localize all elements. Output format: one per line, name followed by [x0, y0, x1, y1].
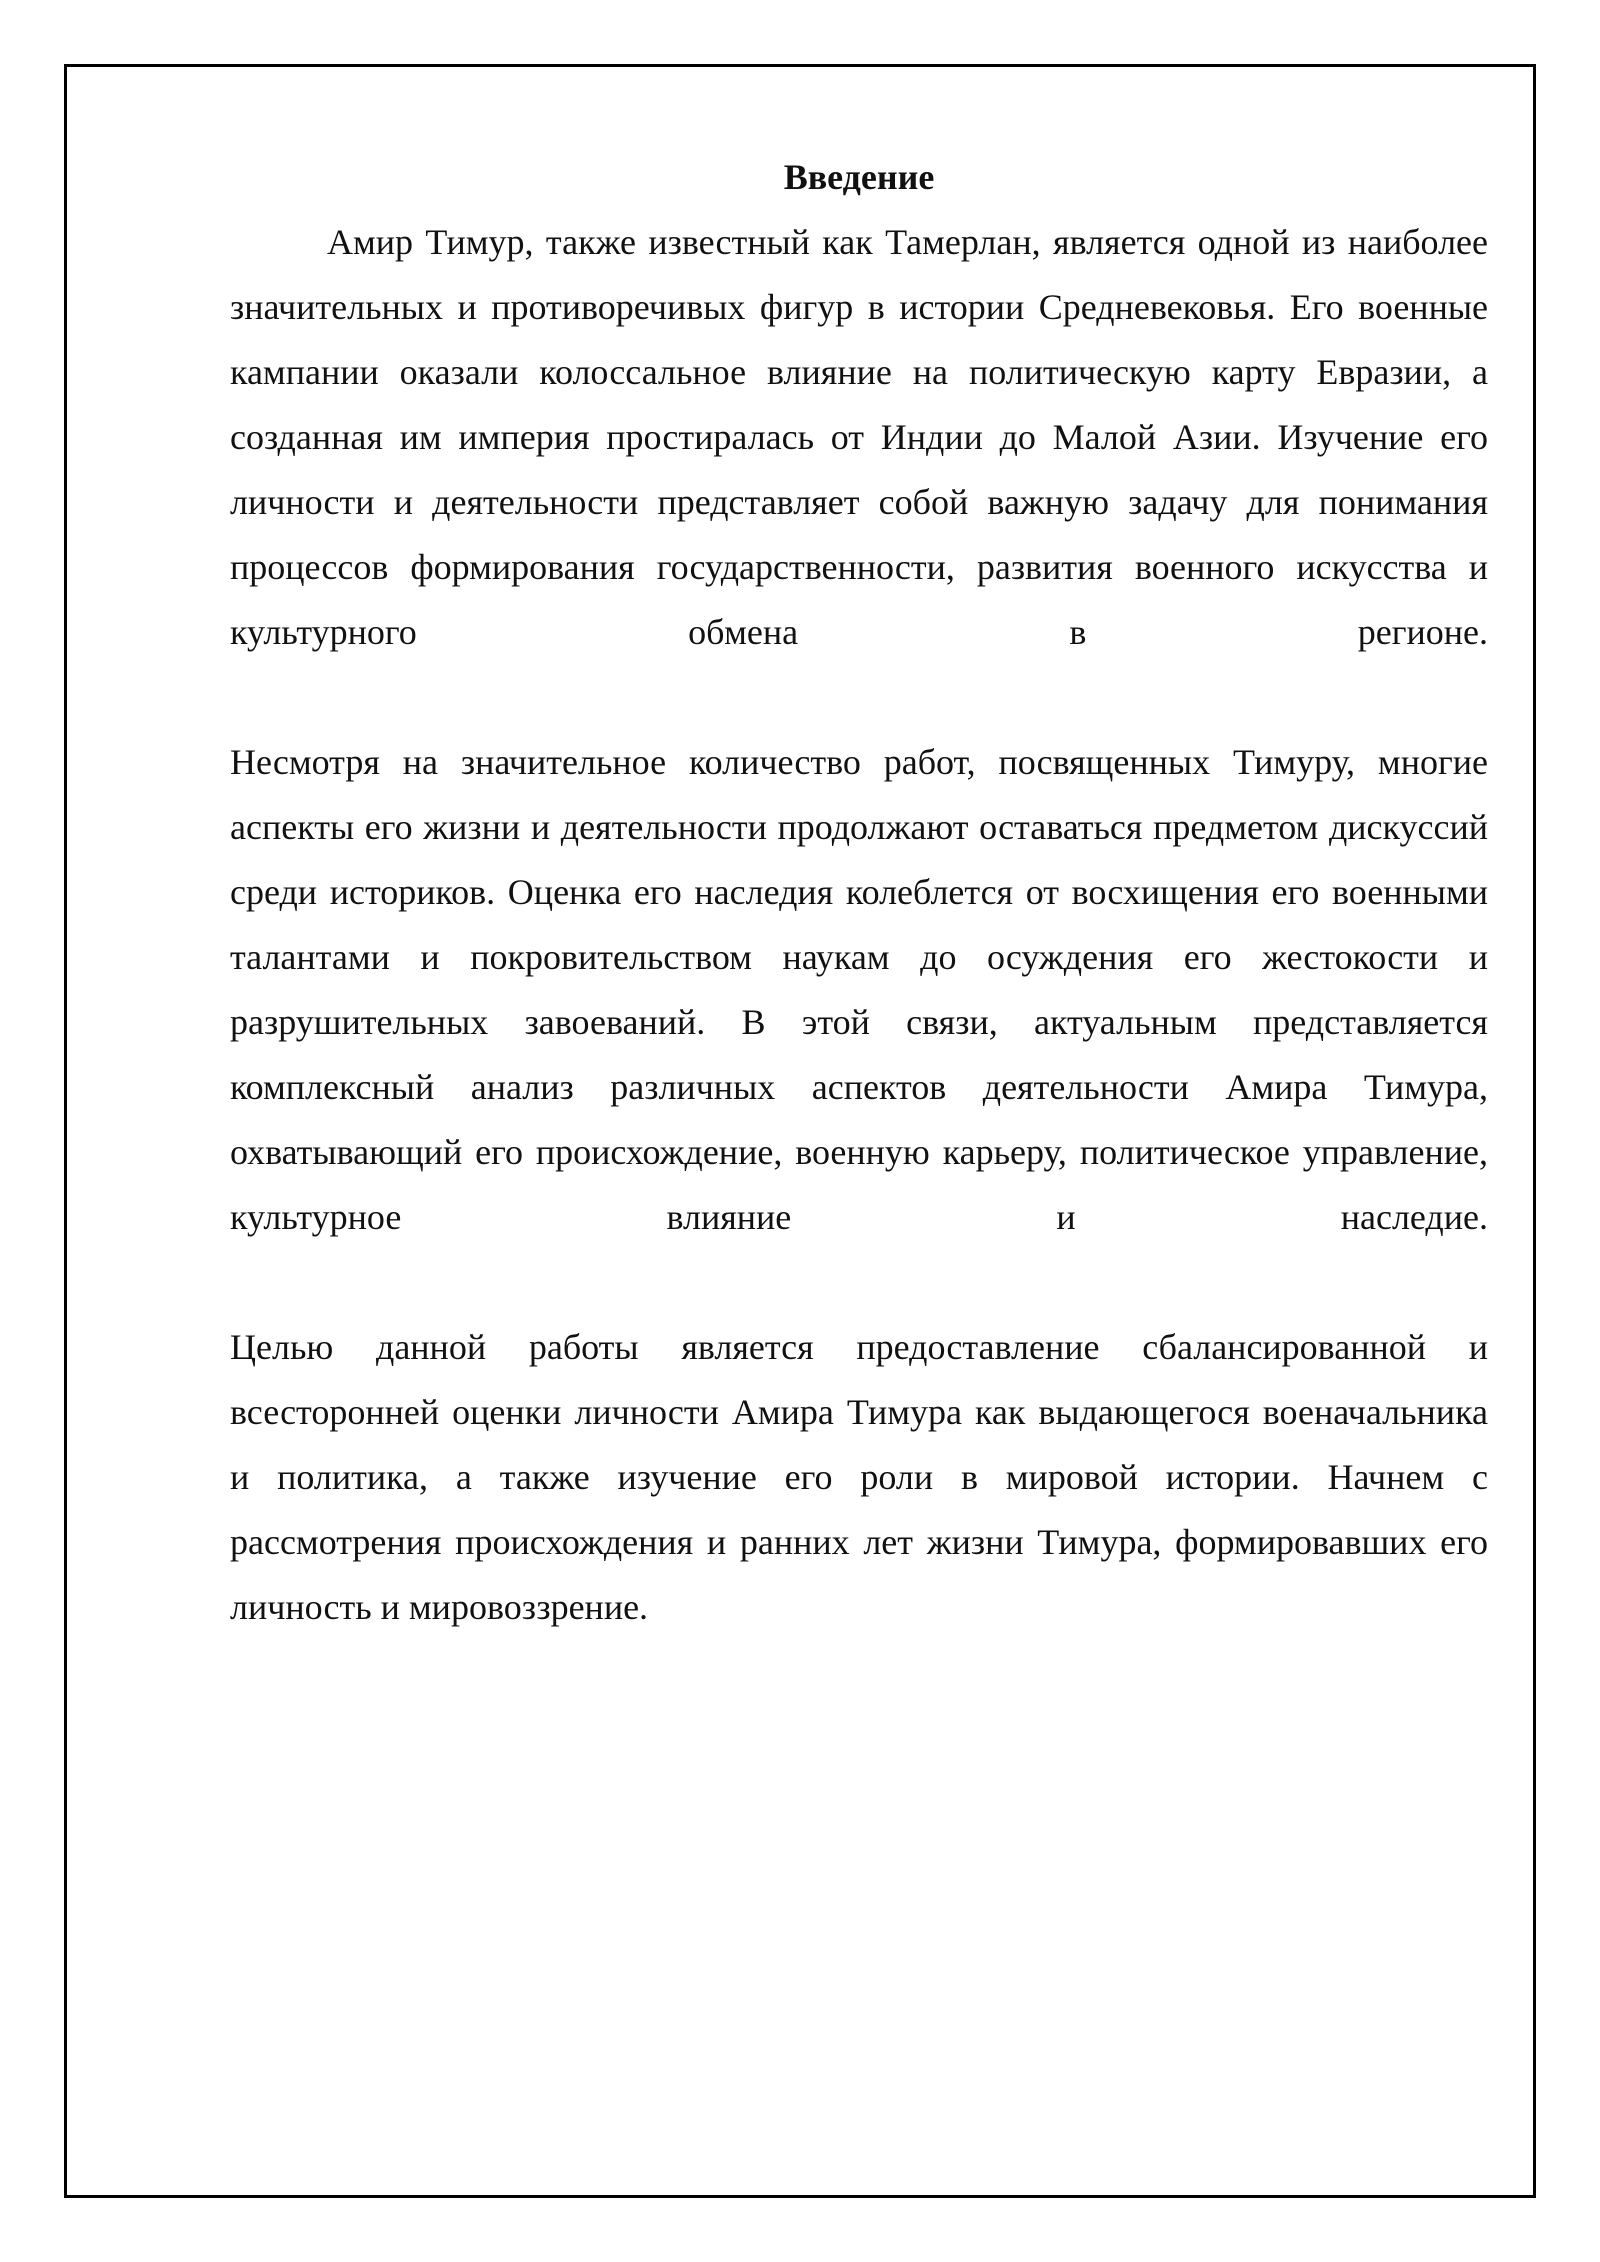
paragraph-spacer [230, 665, 1488, 730]
paragraph-spacer [230, 1250, 1488, 1315]
document-title: Введение [783, 157, 935, 197]
paragraph-introduction: Амир Тимур, также известный как Тамерлан, является одной из наиболее значительных и противоречивых фигур в истории Средневековья. Его военные кампании оказали колоссальное влияние на политическую карту Евразии, а созданная им империя простиралась от Индии до Малой Азии. Изучение его личности и деятельности представляет собой важную задачу для понимания процессов формирования государственности, развития военного искусства и культурного обмена в регионе. [230, 222, 1488, 652]
paragraph-goal: Целью данной работы является предоставление сбалансированной и всесторонней оценки личности Амира Тимура как выдающегося военачальника и политика, а также изучение его роли в мировой истории. Начнем с рассмотрения происхождения и ранних лет жизни Тимура, формировавших его личность и мировоззрение. [230, 1327, 1488, 1627]
paragraph-historiography: Несмотря на значительное количество работ, посвященных Тимуру, многие аспекты его жизни и деятельности продолжают оставаться предметом дискуссий среди историков. Оценка его наследия колеблется от восхищения его военными талантами и покровительством наукам до осуждения его жестокости и разрушительных завоеваний. В этой связи, актуальным представляется комплексный анализ различных аспектов деятельности Амира Тимура, охватывающий его происхождение, военную карьеру, политическое управление, культурное влияние и наследие. [230, 742, 1488, 1237]
document-body [230, 145, 1488, 1640]
